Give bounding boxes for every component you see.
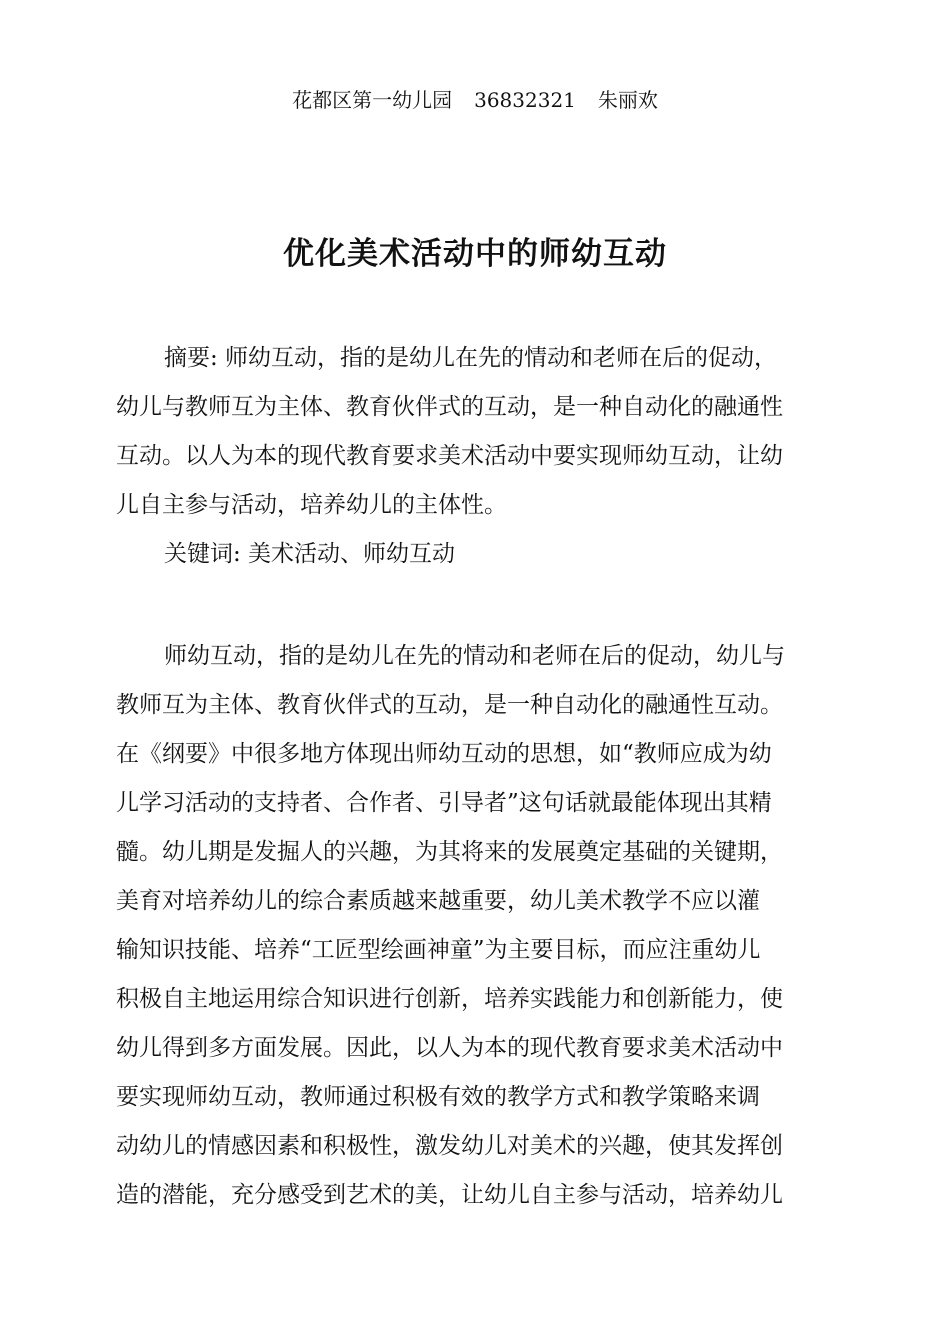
- keywords-line: 关键词: 美术活动、师幼互动: [164, 541, 456, 567]
- body-line: 髓。幼儿期是发掘人的兴趣，为其将来的发展奠定基础的关键期，: [116, 839, 783, 865]
- body-line: 动幼儿的情感因素和积极性，激发幼儿对美术的兴趣，使其发挥创: [116, 1133, 783, 1159]
- abstract-line: 儿自主参与活动，培养幼儿的主体性。: [116, 492, 507, 518]
- header-author: 朱丽欢: [597, 88, 658, 112]
- body-line: 积极自主地运用综合知识进行创新，培养实践能力和创新能力，使: [116, 986, 783, 1012]
- body-paragraph: [116, 632, 836, 1220]
- header-phone: 36832321: [474, 88, 576, 112]
- abstract-paragraph: [116, 334, 836, 530]
- body-line: 造的潜能，充分感受到艺术的美，让幼儿自主参与活动，培养幼儿: [116, 1182, 783, 1208]
- body-line: 输知识技能、培养“工匠型绘画神童”为主要目标，而应注重幼儿: [116, 937, 761, 963]
- body-line: 教师互为主体、教育伙伴式的互动，是一种自动化的融通性互动。: [116, 692, 783, 718]
- abstract-line: 幼儿与教师互为主体、教育伙伴式的互动，是一种自动化的融通性: [116, 394, 783, 420]
- body-line: 儿学习活动的支持者、合作者、引导者”这句话就最能体现出其精: [116, 790, 772, 816]
- keywords-paragraph: [116, 530, 836, 579]
- header-info: [0, 86, 950, 114]
- body-line: 幼儿得到多方面发展。因此，以人为本的现代教育要求美术活动中: [116, 1035, 783, 1061]
- abstract-line: 互动。以人为本的现代教育要求美术活动中要实现师幼互动，让幼: [116, 443, 783, 469]
- abstract-line: 摘要: 师幼互动，指的是幼儿在先的情动和老师在后的促动，: [164, 345, 778, 371]
- body-line: 要实现师幼互动，教师通过积极有效的教学方式和教学策略来调: [116, 1084, 760, 1110]
- body-line: 在《纲要》中很多地方体现出师幼互动的思想，如“教师应成为幼: [116, 741, 772, 767]
- body-line: 美育对培养幼儿的综合素质越来越重要，幼儿美术教学不应以灌: [116, 888, 760, 914]
- body-line: 师幼互动，指的是幼儿在先的情动和老师在后的促动，幼儿与: [164, 643, 785, 669]
- header-school: 花都区第一幼儿园: [292, 88, 453, 112]
- document-title: 优化美术活动中的师幼互动: [283, 236, 667, 272]
